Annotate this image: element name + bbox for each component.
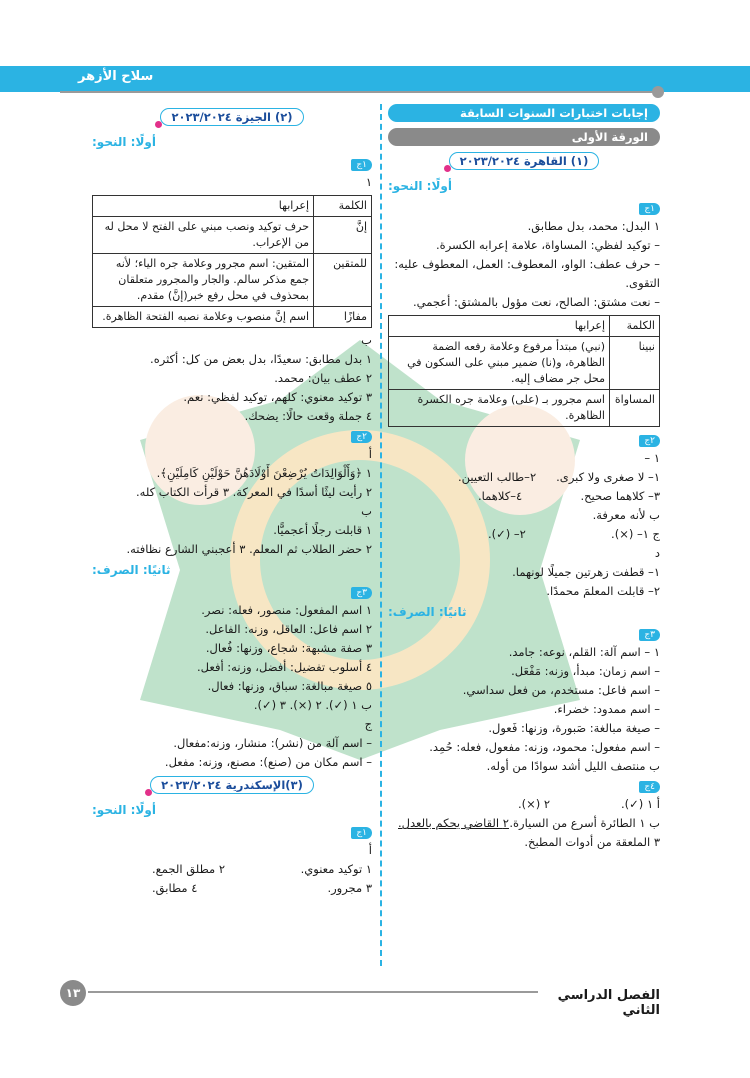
answer-line: ٢– (✓). (488, 527, 526, 541)
answer-line: أ ١ (✓). (621, 797, 660, 811)
answer-line: ٣– كلاهما صحيح. (580, 489, 660, 503)
answer-line: – اسم ممدود: خضراء. (553, 702, 660, 716)
answer-line: – نعت مشتق: الصالح، نعت مؤول بالمشتق: أعجمي. (412, 295, 660, 309)
answer-line: ب ١ الطائرة أسرع من السيارة. (509, 816, 660, 830)
answer-line: ٢–طالب التعيين. (458, 470, 537, 484)
table-row (389, 390, 660, 427)
footer-term: الفصل الدراسي الثاني (557, 988, 660, 1018)
answer-line: – صيغة مبالغة: صَبورة، وزنها: فَعول. (488, 721, 660, 735)
right-column (388, 104, 660, 852)
answer-line: ٢ حضر الطلاب ثم المعلم. ٣ أعجبني الشارع نظافته. (126, 542, 372, 556)
answer-line: ٣ صفة مشبهة: شجاع، وزنها: فُعال. (205, 641, 372, 655)
answer-line: ١ توكيد معنوي. (300, 862, 372, 876)
question-tag: ٢ج (639, 435, 660, 447)
answer-line: ٣ الملعقة من أدوات المطبخ. (524, 835, 660, 849)
answer-line: ٢– قابلت المعلمَ محمدًا. (546, 584, 660, 598)
answer-line: – اسم آلة من (نشر): منشار، وزنه:مفعال. (173, 736, 372, 750)
answer-line: ب ١ (✓). ٢ (×). ٣ (✓). (253, 698, 372, 712)
question-tag: ١ج (351, 159, 372, 171)
answer-line: ١ بدل مطابق: سعيدًا، بدل بعض من كل: أكثره. (150, 352, 372, 366)
question-tag: ٢ج (351, 431, 372, 443)
table-cell: نبينا (610, 337, 660, 390)
table-cell: اسم مجرور بـ (على) وعلامة جره الكسرة الظاهرة. (389, 390, 610, 427)
answer-line: ١ ﴿وَأَلْوَالِدَاتُ يُرْضِعْنَ أَوْلَادَهُنَّ حَوْلَيْنِ كَامِلَيْنِ﴾. (156, 466, 372, 480)
answer-line: – اسم فاعل: مستخدم، من فعل سداسي. (462, 683, 660, 697)
table-cell: (نبي) مبتدأ مرفوع وعلامة رفعه الضمة الظاهرة، و(نا) ضمير مبني على السكون في محل جر مضاف إليه. (389, 337, 610, 390)
answer-line: ١ البدل: محمد، بدل مطابق. (527, 219, 660, 233)
table-cell: اسم إنَّ منصوب وعلامة نصبه الفتحة الظاهرة. (93, 307, 314, 328)
answer-line: – اسم مكان من (صنع): مصنع، وزنه: مفعل. (164, 755, 372, 769)
answer-line: ٣ مجرور. (327, 881, 372, 895)
question-tag: ١ج (351, 827, 372, 839)
parsing-table (92, 195, 372, 328)
question-tag: ٤ج (639, 781, 660, 793)
answer-line: ٢ رأيت ليثًا أسدًا في المعركة. ٣ قرأت الكتاب كله. (136, 485, 372, 499)
exam-pill-alexandria: (٣)الإسكندرية ٢٠٢٣/٢٠٢٤ (150, 776, 314, 794)
answer-line: ب لأنه معرفة. (592, 508, 660, 522)
answer-line: ١ اسم المفعول: منصور، فعله: نصر. (201, 603, 372, 617)
answers-banner: إجابات اختبارات السنوات السابقة (388, 104, 660, 122)
answer-line: ٥ صيغة مبالغة: سباق، وزنها: فعال. (207, 679, 372, 693)
table-row (93, 307, 372, 328)
table-header: الكلمة (610, 316, 660, 337)
answer-line: ١ قابلت رجلًا أعجميًّا. (273, 523, 372, 537)
answer-line: – حرف عطف: الواو، المعطوف: العمل، المعطوف عليه: التقوى. (394, 257, 660, 290)
table-cell: المتقين: اسم مجرور وعلامة جره الياء؛ لأنه جمع مذكر سالم. والجار والمجرور متعلقان بمحذوف في محل رفع خبر(إنَّ) مقدم. (93, 254, 314, 307)
brand-logo: سلاح الأزهر (78, 69, 154, 84)
answer-line: ب (361, 333, 372, 347)
section-sarf: ثانيًا: الصرف: (388, 605, 467, 619)
answer-line: – توكيد لفظي: المساواة، علامة إعرابه الكسرة. (436, 238, 660, 252)
answer-line: ٤ جملة وقعت حالًا: يضحك. (244, 409, 372, 423)
answer-line: ٢ عطف بيان: محمد. (274, 371, 372, 385)
exam-pill-giza: (٢) الجيزة ٢٠٢٣/٢٠٢٤ (160, 108, 303, 126)
answer-line: – اسم زمان: مبدأ، وزنه: مَفْعَل. (511, 664, 660, 678)
answer-line: ج (364, 717, 372, 731)
page-number: ١٣ (60, 980, 86, 1006)
table-header: إعرابها (93, 196, 314, 217)
question-tag: ١ج (639, 203, 660, 215)
answer-line: ب منتصف الليل أشد سوادًا من أوله. (486, 759, 660, 773)
section-nahw: أولًا: النحو: (92, 135, 156, 149)
answer-line: ٣ توكيد معنوي: كلهم، توكيد لفظي: نعم. (183, 390, 372, 404)
table-cell: إنَّ (314, 217, 372, 254)
question-tag: ٣ج (351, 587, 372, 599)
paper-banner: الورقة الأولى (388, 128, 660, 146)
table-row (93, 217, 372, 254)
answer-line: أ (368, 843, 372, 857)
table-header: الكلمة (314, 196, 372, 217)
answer-line: ٤ أسلوب تفضيل: أفضل، وزنه: أفعل. (197, 660, 372, 674)
answer-line: – اسم مفعول: محمود، وزنه: مفعول، فعله: حُمِد. (429, 740, 660, 754)
table-cell: مفازًا (314, 307, 372, 328)
answer-line: ب (361, 504, 372, 518)
answer-line: ج ١– (×). (611, 527, 660, 541)
left-column (92, 104, 372, 898)
table-cell: المساواة (610, 390, 660, 427)
table-cell: للمتقين (314, 254, 372, 307)
answer-line: ١– قطفت زهرتين جميلًا لونهما. (512, 565, 660, 579)
exam-pill-cairo: (١) القاهرة ٢٠٢٣/٢٠٢٤ (449, 152, 600, 170)
table-row (93, 254, 372, 307)
answer-line: ٢ (×). (518, 797, 551, 811)
section-sarf: ثانيًا: الصرف: (92, 563, 171, 577)
answer-line: ١– لا صغرى ولا كبرى. (556, 470, 660, 484)
header-rule (60, 91, 658, 93)
section-nahw: أولًا: النحو: (388, 179, 452, 193)
answer-line: ٢ اسم فاعل: العاقل، وزنه: الفاعل. (205, 622, 372, 636)
table-header: إعرابها (389, 316, 610, 337)
answer-line: ٢ القاضي يحكم بالعدل. (398, 816, 509, 830)
answer-line: أ (368, 447, 372, 461)
table-cell: حرف توكيد ونصب مبني على الفتح لا محل له من الإعراب. (93, 217, 314, 254)
table-row (389, 337, 660, 390)
footer-rule (88, 991, 538, 993)
section-nahw: أولًا: النحو: (92, 803, 156, 817)
answer-line: ١ – (644, 451, 660, 465)
answer-line: ٤–كلاهما. (478, 489, 523, 503)
column-divider (380, 104, 382, 966)
question-tag: ٣ج (639, 629, 660, 641)
answer-line: ٤ مطابق. (152, 881, 198, 895)
parsing-table (388, 315, 660, 427)
answer-line: د (654, 546, 660, 560)
answer-line: ١ – اسم آلة: القلم، نوعه: جامد. (508, 645, 660, 659)
answer-line: ١ (365, 175, 372, 189)
header-dot (652, 86, 664, 98)
answer-line: ٢ مطلق الجمع. (152, 862, 226, 876)
